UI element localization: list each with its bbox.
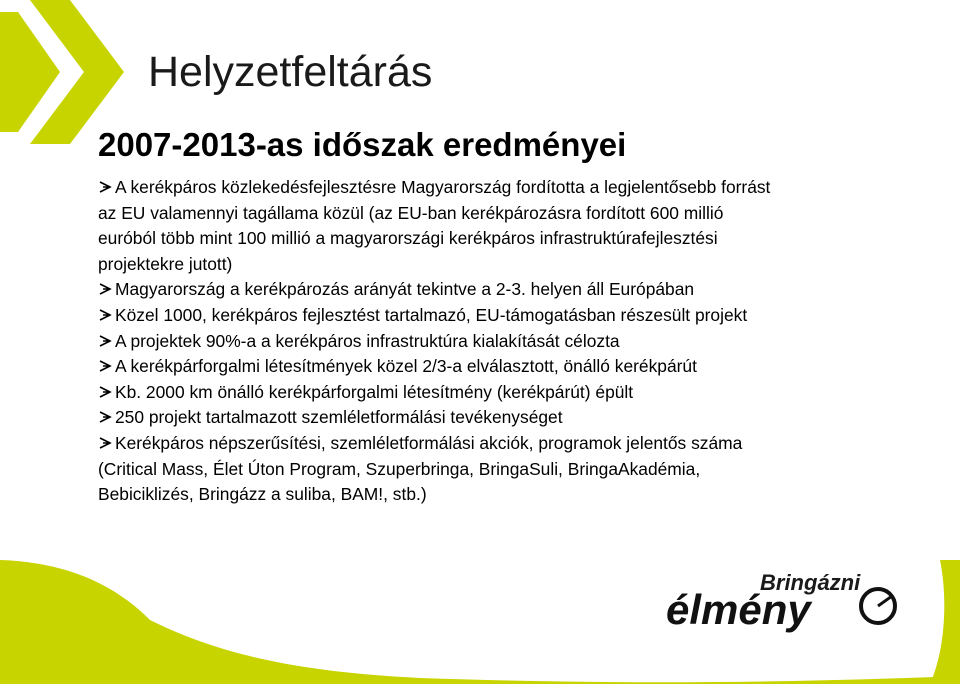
bullet-text: A kerékpárforgalmi létesítmények közel 2/3-a elválasztott, önálló kerékpárút (115, 356, 697, 377)
bullet-text: A kerékpáros közlekedésfejlesztésre Magyarország fordította a legjelentősebb forrást (115, 177, 771, 197)
bringazni-elmeny-logo (664, 562, 904, 642)
bullet-text: Kb. 2000 km önálló kerékpárforgalmi létesítmény (kerékpárút) épült (115, 381, 634, 402)
band-right (420, 676, 960, 684)
bullet-text-cont: projektekre jutott) (98, 253, 233, 274)
bullet-text-cont: Bebiciklizés, Bringázz a suliba, BAM!, stb.) (98, 484, 427, 505)
bullet-text: Magyarország a kerékpározás arányát tekintve a 2-3. helyen áll Európában (115, 279, 695, 300)
bullet-text: Kerékpáros népszerűsítési, szemléletformálási akciók, programok jelentős száma (115, 432, 743, 453)
bullet-text-cont: (Critical Mass, Élet Úton Program, Szuperbringa, BringaSuli, BringaAkadémia, (98, 458, 701, 479)
logo-line1: Bringázni (760, 570, 861, 595)
band-curve (0, 560, 210, 684)
wheel-spoke (878, 596, 892, 606)
logo-line2: élmény (666, 586, 811, 633)
band-corner (930, 560, 960, 684)
bullet-text-cont: euróból több mint 100 millió a magyarországi kerékpáros infrastruktúrafejlesztési (98, 228, 718, 249)
bullet-text-cont: az EU valamennyi tagállama közül (az EU-ban kerékpározásra fordított 600 millió (98, 202, 724, 223)
slide-subtitle: 2007-2013-as időszak eredményei (98, 126, 627, 163)
bullet-text: Közel 1000, kerékpáros fejlesztést tartalmazó, EU-támogatásban részesült projekt (115, 304, 748, 325)
bullet-text: 250 projekt tartalmazott szemléletformálási tevékenységet (115, 407, 563, 428)
bullet-text: A projektek 90%-a a kerékpáros infrastruktúra kialakítását célozta (115, 330, 620, 351)
slide-title: Helyzetfeltárás (148, 48, 433, 96)
